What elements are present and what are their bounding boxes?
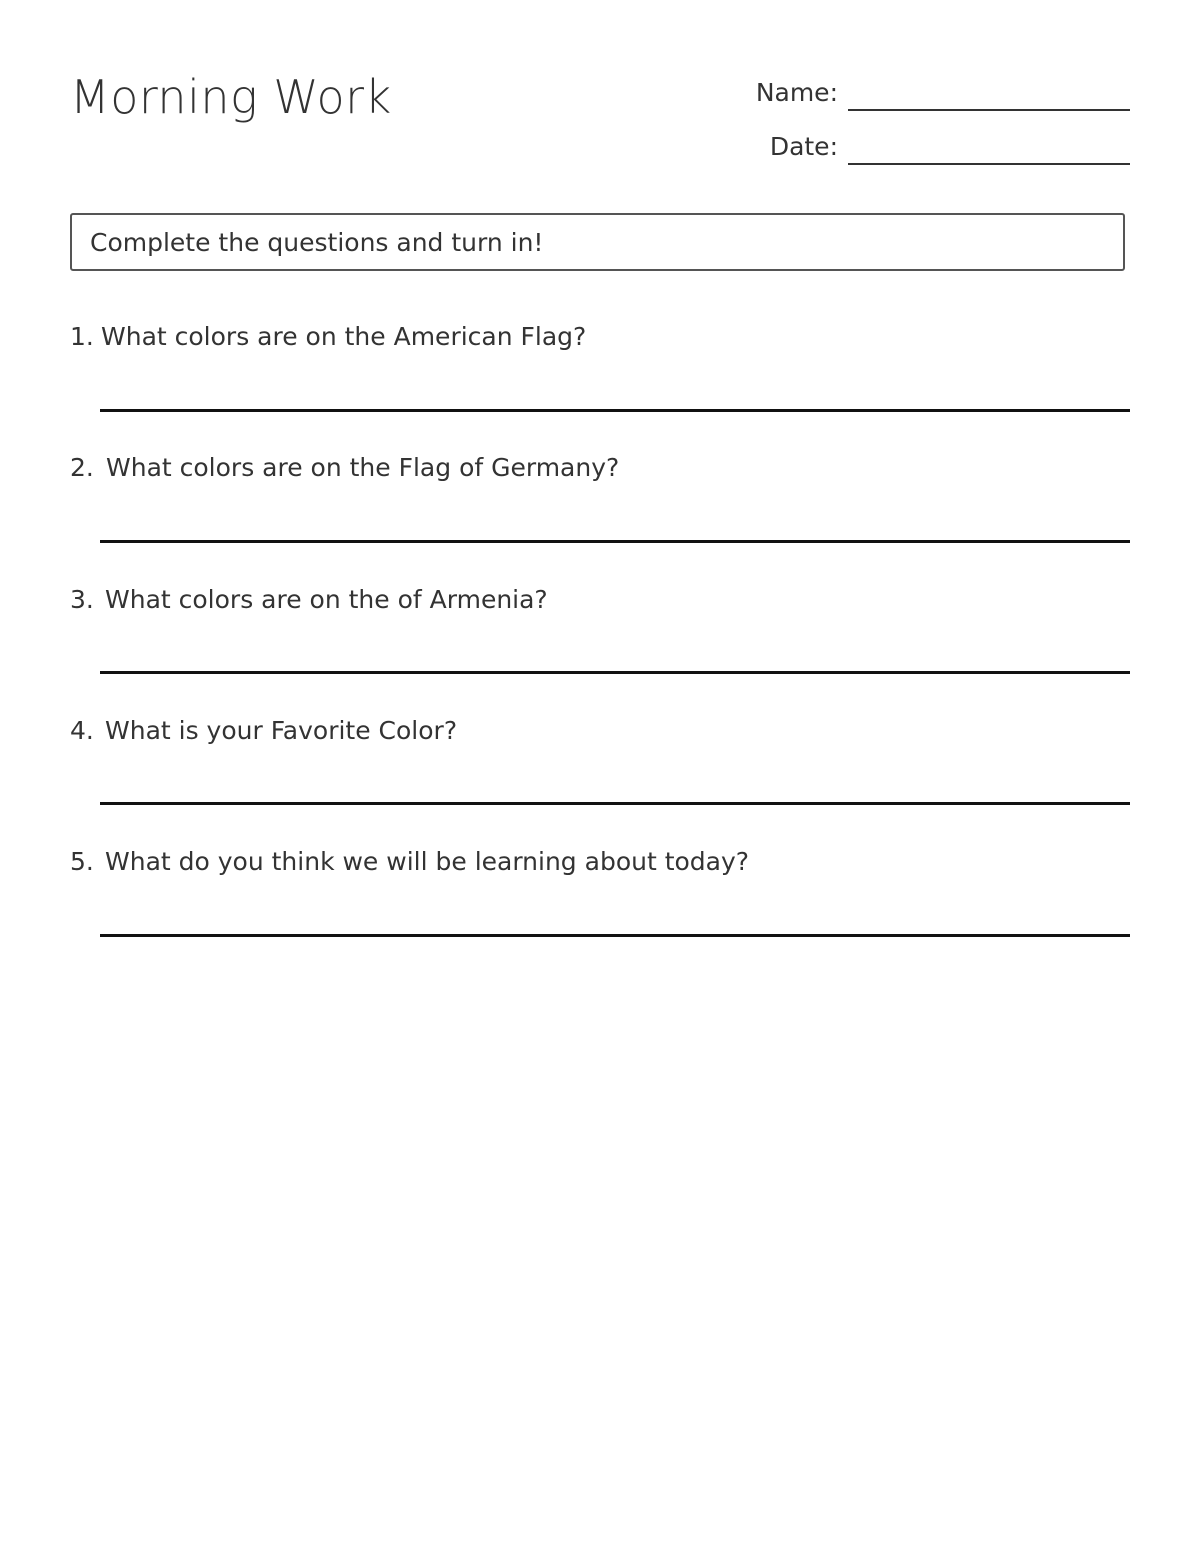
- answer-line-2[interactable]: [100, 540, 1130, 543]
- question-text: [70, 587, 1130, 612]
- page-title: Morning Work: [70, 70, 392, 124]
- answer-line-5[interactable]: [100, 934, 1130, 937]
- question-text: [70, 849, 1130, 874]
- question-number: 2.: [70, 453, 94, 482]
- name-input-line[interactable]: [848, 109, 1130, 111]
- question-number: 3.: [70, 585, 94, 614]
- question-2: [70, 455, 1130, 480]
- question-3: [70, 587, 1130, 612]
- question-number: 4.: [70, 716, 94, 745]
- question-prompt: What colors are on the American Flag?: [101, 322, 587, 351]
- instructions-box: Complete the questions and turn in!: [70, 213, 1125, 271]
- question-text: [70, 455, 1130, 480]
- name-label: Name:: [755, 78, 838, 107]
- question-5: [70, 849, 1130, 874]
- date-label: Date:: [769, 132, 838, 161]
- question-prompt: What colors are on the of Armenia?: [105, 585, 548, 614]
- date-input-line[interactable]: [848, 163, 1130, 165]
- question-number: 1.: [70, 322, 94, 351]
- question-text: [70, 718, 1130, 743]
- question-1: [70, 324, 1130, 349]
- question-number: 5.: [70, 847, 94, 876]
- question-prompt: What colors are on the Flag of Germany?: [106, 453, 620, 482]
- question-prompt: What do you think we will be learning about today?: [105, 847, 750, 876]
- answer-line-3[interactable]: [100, 671, 1130, 674]
- name-field[interactable]: [756, 80, 1130, 111]
- answer-line-4[interactable]: [100, 802, 1130, 805]
- question-4: [70, 718, 1130, 743]
- date-field[interactable]: [770, 134, 1130, 165]
- answer-line-1[interactable]: [100, 409, 1130, 412]
- question-prompt: What is your Favorite Color?: [105, 716, 458, 745]
- question-text: [70, 324, 1130, 349]
